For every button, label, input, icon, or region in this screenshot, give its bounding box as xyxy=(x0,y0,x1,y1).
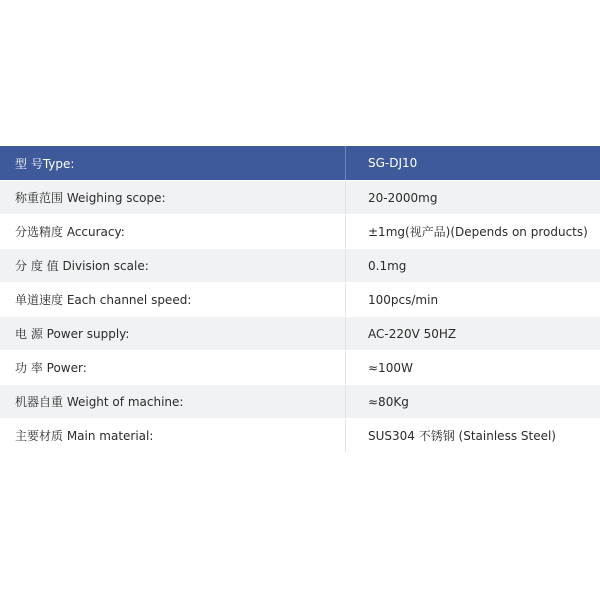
header-label-type: 型 号Type: xyxy=(0,146,346,180)
row-label: 主要材质 Main material: xyxy=(0,419,346,452)
table-row-power-supply xyxy=(0,317,600,351)
row-value: AC-220V 50HZ xyxy=(368,326,457,341)
row-value: ≈100W xyxy=(368,360,413,375)
row-value: 0.1mg xyxy=(368,258,407,273)
table-row-accuracy xyxy=(0,215,600,249)
row-value: ≈80Kg xyxy=(368,394,409,409)
row-label: 分选精度 Accuracy: xyxy=(0,215,346,248)
table-row-channel-speed xyxy=(0,283,600,317)
table-row-weighing-scope xyxy=(0,181,600,215)
table-header-row xyxy=(0,146,600,181)
row-value: ±1mg(视产品)(Depends on products) xyxy=(368,225,588,239)
header-value-model: SG-DJ10 xyxy=(368,156,418,170)
row-value: 100pcs/min xyxy=(368,292,439,307)
table-row-main-material xyxy=(0,419,600,453)
table-row-division-scale xyxy=(0,249,600,283)
row-label: 功 率 Power: xyxy=(0,351,346,384)
row-label: 称重范围 Weighing scope: xyxy=(0,181,346,214)
row-label: 单道速度 Each channel speed: xyxy=(0,283,346,316)
row-value: 20-2000mg xyxy=(368,190,438,205)
table-row-machine-weight xyxy=(0,385,600,419)
row-label: 机器自重 Weight of machine: xyxy=(0,385,346,418)
row-value: SUS304 不锈钢 (Stainless Steel) xyxy=(368,429,556,443)
row-label: 分 度 值 Division scale: xyxy=(0,249,346,282)
table-row-power xyxy=(0,351,600,385)
row-label: 电 源 Power supply: xyxy=(0,317,346,350)
spec-table xyxy=(0,145,600,453)
